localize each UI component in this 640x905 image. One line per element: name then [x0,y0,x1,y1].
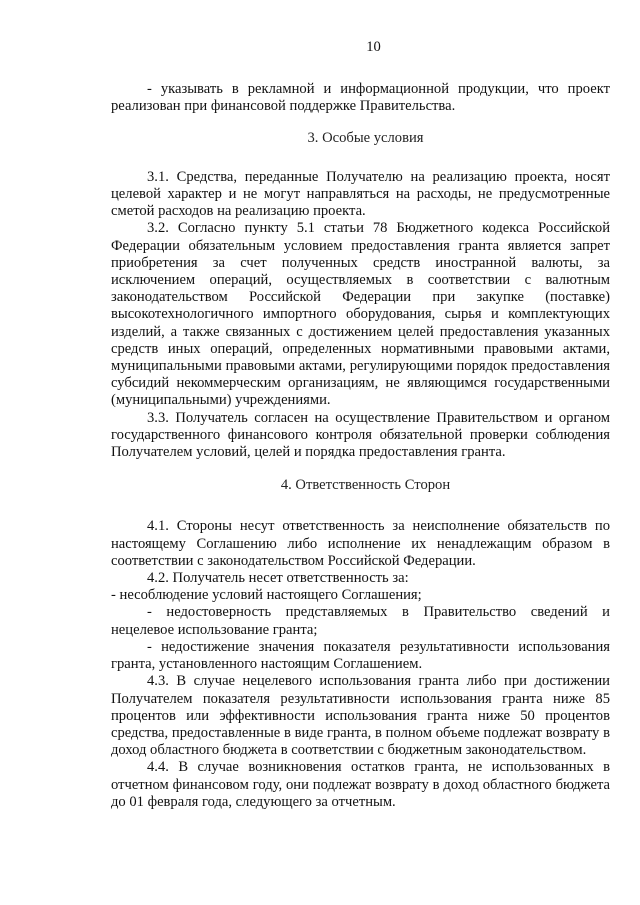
page-number: 10 [366,39,381,55]
section-4-title: 4. Ответственность Сторон [280,477,451,494]
paragraph-4-4: 4.4. В случае возникновения остатков гранта, не использованных в отчетном финансовом году, они подлежат возврату в доход областного бюджета до 01 февраля года, следующего за отчетным. [111,759,610,810]
paragraph-4-1: 4.1. Стороны несут ответственность за неисполнение обязательств по настоящему Соглашению либо исполнение их ненадлежащим образом в соответствии с законодательством Российской Федерации. [111,518,610,569]
intro-paragraph-advertising: - указывать в рекламной и информационной продукции, что проект реализован при финансовой поддержке Правительства. [111,81,610,115]
list-item-unreliability: - недостоверность представляемых в Правительство сведений и нецелевое использование гранта; [111,604,610,638]
list-item-nonachievement: - недостижение значения показателя результативности использования гранта, установленного настоящим Соглашением. [111,638,610,673]
paragraph-3-3: 3.3. Получатель согласен на осуществление Правительством и органом государственного финансового контроля обязательной проверки соблюдения Получателем условий, целей и порядка предоставления гранта. [111,409,610,461]
list-item-nonobservance: - несоблюдение условий настоящего Соглашения; [111,587,422,604]
paragraph-3-2: 3.2. Согласно пункту 5.1 статьи 78 Бюджетного кодекса Российской Федерации обязательным условием предоставления гранта является запрет приобретения за счет полученных средств иностранной валюты, за исключением операций, осуществляемых в соответствии с валютным законодательством Российской Федерации при закупке (поставке) высокотехнологичного импортного оборудования, сырья и комплектующих изделий, а также связанных с достижением целей предоставления указанных средств иных операций, определенных нормативными правовыми актами, муниципальными правовыми актами, регулирующими порядок предоставления субсидий некоммерческим организациям, не являющимся государственными (муниципальными) учреждениями. [111,220,610,409]
paragraph-4-2: 4.2. Получатель несет ответственность за: [147,570,409,587]
paragraph-4-3: 4.3. В случае нецелевого использования гранта либо при достижении Получателем показателя результативности использования гранта ниже 85 процентов или эффективности использования гранта ниже 50 процентов средства, предоставленные в виде гранта, в полном объеме подлежат возврату в доход областного бюджета в соответствии с бюджетным законодательством. [111,673,610,759]
paragraph-3-1: 3.1. Средства, переданные Получателю на реализацию проекта, носят целевой характер и не могут направляться на расходы, не предусмотренные сметой расходов на реализацию проекта. [111,168,610,220]
section-3-title: 3. Особые условия [307,129,424,146]
